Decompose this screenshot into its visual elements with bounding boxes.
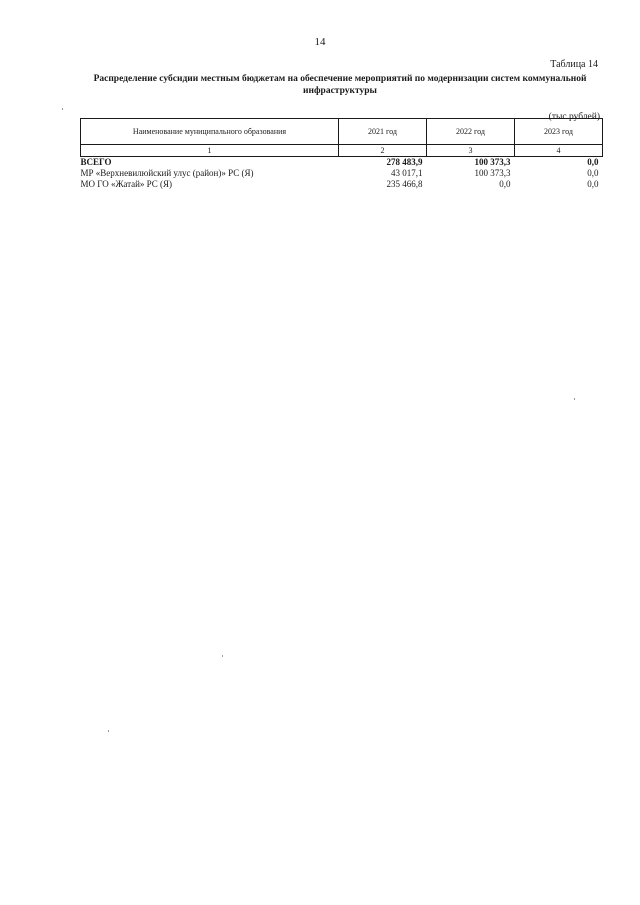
subsidy-table [80, 118, 603, 190]
scan-speck [574, 398, 575, 400]
row-name: МР «Верхневилюйский улус (район)» РС (Я) [80, 168, 254, 178]
header-2022: 2022 год [427, 119, 515, 145]
row-value-2022: 100 373,3 [474, 157, 511, 167]
column-number: 3 [427, 145, 515, 157]
column-number-row [81, 145, 603, 157]
table-row-total [81, 157, 603, 169]
row-value-2023: 0,0 [587, 179, 599, 189]
row-value-2022: 0,0 [499, 179, 511, 189]
row-value-2021: 235 466,8 [386, 179, 423, 189]
scan-speck [222, 655, 223, 657]
row-name: ВСЕГО [80, 157, 112, 167]
row-value-2021: 278 483,9 [386, 157, 423, 167]
table-header-row [81, 119, 603, 145]
row-value-2023: 0,0 [587, 157, 599, 167]
subsidy-table-container [80, 118, 602, 190]
row-value-2021: 43 017,1 [391, 168, 423, 178]
table-caption: Таблица 14 [550, 59, 598, 70]
units-label: (тыс.рублей) [548, 112, 600, 122]
scan-speck [62, 108, 63, 110]
table-row [81, 168, 603, 179]
column-number: 2 [339, 145, 427, 157]
page-number: 14 [314, 36, 326, 48]
column-number: 4 [515, 145, 603, 157]
row-name: МО ГО «Жатай» РС (Я) [80, 179, 173, 189]
header-2023: 2023 год [515, 119, 603, 145]
column-number: 1 [81, 145, 339, 157]
header-municipality: Наименование муниципального образования [81, 119, 339, 145]
table-row [81, 179, 603, 190]
document-title: Распределение субсидии местным бюджетам на обеспечение мероприятий по модернизации систем коммунальной инфраструктуры [93, 74, 587, 96]
scan-speck [108, 730, 109, 732]
row-value-2022: 100 373,3 [474, 168, 511, 178]
row-value-2023: 0,0 [587, 168, 599, 178]
header-2021: 2021 год [339, 119, 427, 145]
